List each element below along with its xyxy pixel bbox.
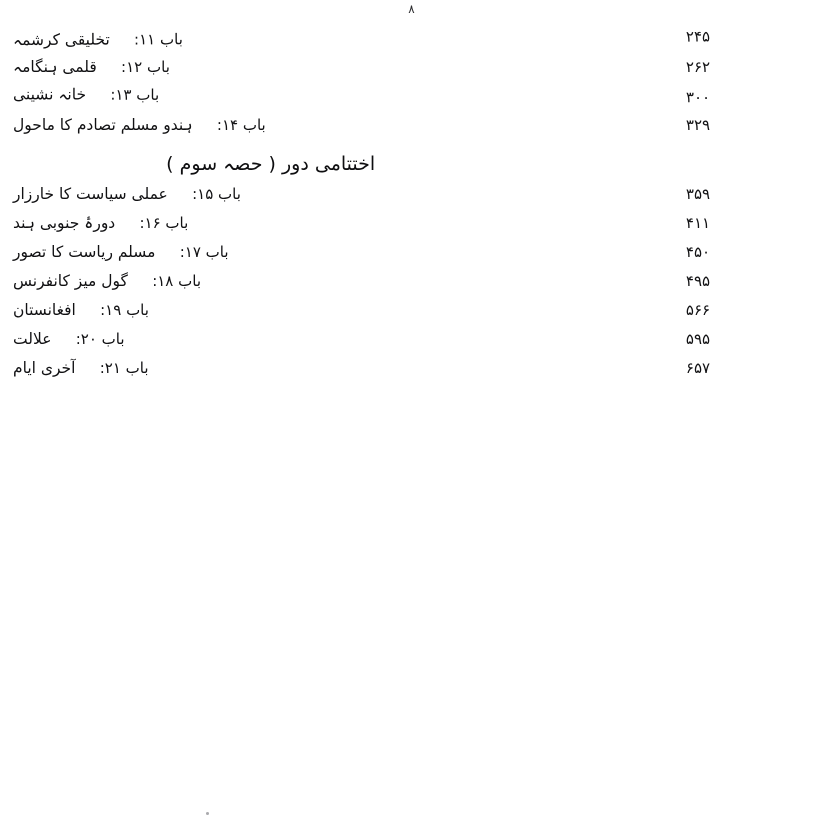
toc-entry <box>13 242 573 261</box>
toc-row[interactable] <box>0 271 823 300</box>
toc-chapter-title: تخلیقی کرشمہ <box>12 30 110 50</box>
toc-page-number: ۲۴۵ <box>685 27 711 46</box>
toc-chapter-label: باب ۲۰: <box>75 330 125 348</box>
toc-chapter-title: قلمی ہنگامہ <box>13 58 97 76</box>
toc-page-number: ۶۵۷ <box>685 359 711 377</box>
toc-page-number: ۵۹۵ <box>685 330 711 348</box>
toc-entry <box>13 57 573 76</box>
toc-chapter-label: باب ۱۵: <box>192 185 241 203</box>
toc-entry <box>13 27 573 49</box>
toc-chapter-title: گول میز کانفرنس <box>13 272 128 290</box>
toc-page-number: ۴۱۱ <box>685 214 711 232</box>
toc-chapter-label: باب ۲۱: <box>99 359 149 377</box>
toc-chapter-title: افغانستان <box>13 301 76 319</box>
toc-row[interactable] <box>0 115 823 144</box>
toc-entry <box>13 358 573 377</box>
toc-chapter-label: باب ۱۹: <box>100 301 149 319</box>
toc-row[interactable] <box>0 84 823 117</box>
toc-entry <box>13 329 573 348</box>
toc-page-number: ۳۵۹ <box>685 185 711 203</box>
toc-section-heading-row <box>0 144 823 184</box>
toc-row[interactable] <box>0 300 823 329</box>
page-number: ۸ <box>408 2 415 16</box>
toc-chapter-label: باب ۱۱: <box>133 30 183 49</box>
toc-chapter-label: باب ۱۸: <box>152 272 202 290</box>
toc-page-number: ۵۶۶ <box>685 301 711 319</box>
toc-chapter-title: آخری ایام <box>13 359 76 377</box>
toc-row[interactable] <box>0 358 823 387</box>
toc-page-number: ۳۰۰ <box>685 88 711 107</box>
toc-chapter-label: باب ۱۲: <box>121 58 170 76</box>
toc-chapter-label: باب ۱۷: <box>179 243 229 261</box>
table-of-contents <box>0 28 823 387</box>
toc-chapter-label: باب ۱۶: <box>139 214 189 232</box>
toc-chapter-title: علالت <box>13 330 52 348</box>
toc-chapter-title: خانہ نشینی <box>12 85 87 104</box>
toc-section-heading: اختتامی دور ( حصہ سوم ) <box>166 153 376 175</box>
toc-row[interactable] <box>0 184 823 213</box>
toc-row[interactable] <box>0 57 823 86</box>
toc-page-number: ۳۲۹ <box>685 116 711 134</box>
toc-entry <box>13 115 573 134</box>
toc-chapter-label: باب ۱۴: <box>216 116 266 134</box>
toc-entry <box>13 271 573 290</box>
toc-page-number: ۲۶۲ <box>685 58 711 76</box>
toc-entry <box>13 300 573 319</box>
toc-row[interactable] <box>0 242 823 271</box>
toc-page-number: ۴۵۰ <box>685 243 711 261</box>
toc-chapter-title: ہندو مسلم تصادم کا ماحول <box>13 116 193 134</box>
scan-artifact-speck <box>206 812 209 815</box>
toc-row[interactable] <box>0 26 823 59</box>
toc-row[interactable] <box>0 213 823 242</box>
toc-chapter-title: دورۂ جنوبی ہند <box>13 214 116 232</box>
toc-page-number: ۴۹۵ <box>685 272 711 290</box>
toc-entry <box>13 84 573 105</box>
toc-chapter-title: مسلم ریاست کا تصور <box>13 243 156 261</box>
toc-row[interactable] <box>0 329 823 358</box>
toc-entry <box>13 184 573 203</box>
toc-entry <box>13 213 573 232</box>
toc-chapter-title: عملی سیاست کا خارزار <box>13 185 168 203</box>
toc-chapter-label: باب ۱۳: <box>110 85 160 104</box>
